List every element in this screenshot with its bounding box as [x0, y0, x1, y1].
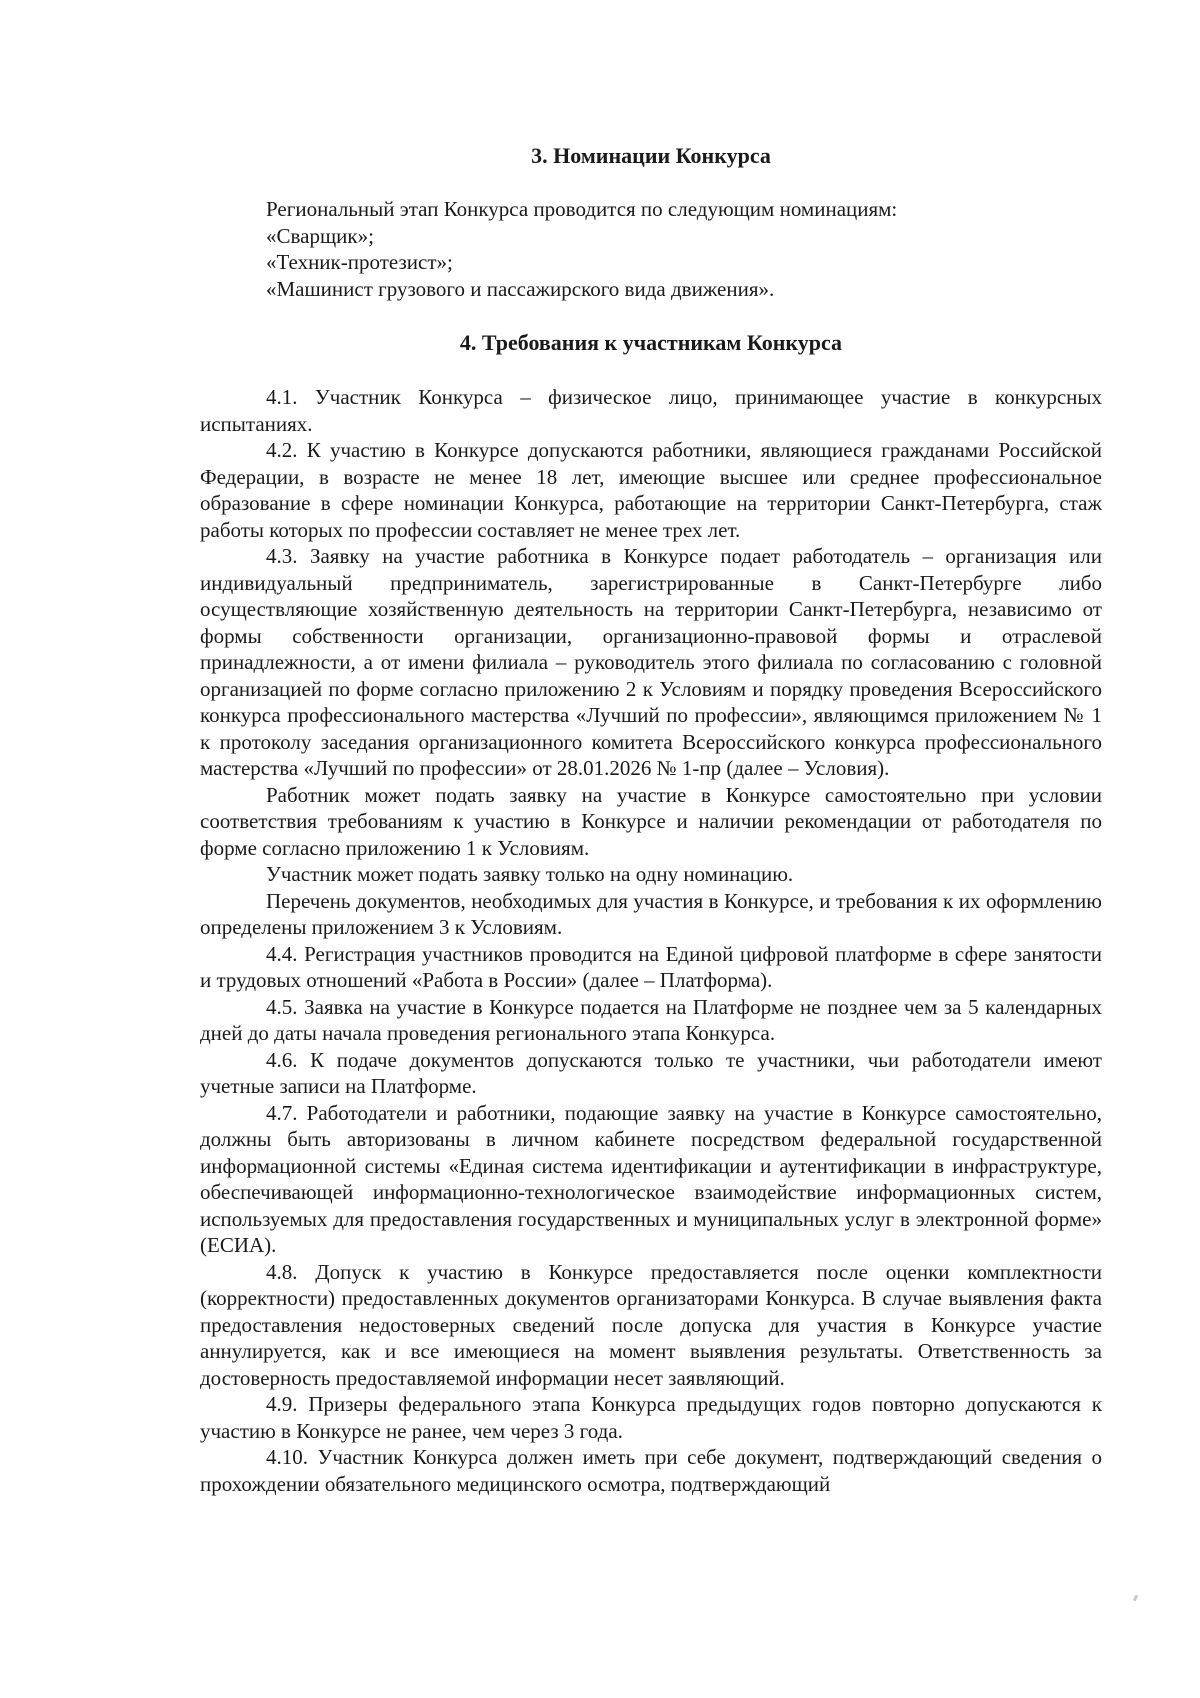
- nominations-list: [266, 196, 1106, 302]
- section-4-body: [200, 384, 1102, 1497]
- paragraph-4-5: 4.5. Заявка на участие в Конкурсе подается на Платформе не позднее чем за 5 календарных дней до даты начала проведения регионального этапа Конкурса.: [200, 994, 1102, 1045]
- nomination-item: «Сварщик»;: [266, 223, 374, 248]
- paragraph-4-2: 4.2. К участию в Конкурсе допускаются работники, являющиеся гражданами Российской Федерации, в возрасте не менее 18 лет, имеющие высшее или среднее профессиональное образование в сфере номинации Конкурса, работающие на территории Санкт-Петербурга, стаж работы которых по профессии составляет не менее трех лет.: [200, 438, 1102, 542]
- nomination-item: «Машинист грузового и пассажирского вида движения».: [266, 276, 775, 301]
- paragraph-4-10: 4.10. Участник Конкурса должен иметь при себе документ, подтверждающий сведения о прохождении обязательного медицинского осмотра, подтверждающий: [200, 1445, 1102, 1496]
- paragraph-documents-list: Перечень документов, необходимых для участия в Конкурсе, и требования к их оформлению определены приложением 3 к Условиям.: [200, 888, 1102, 939]
- paragraph-4-4: 4.4. Регистрация участников проводится на Единой цифровой платформе в сфере занятости и трудовых отношений «Работа в России» (далее – Платформа).: [200, 941, 1102, 992]
- paragraph-4-1: 4.1. Участник Конкурса – физическое лицо, принимающее участие в конкурсных испытаниях.: [200, 385, 1102, 436]
- section-3-title: 3. Номинации Конкурса: [531, 143, 771, 168]
- document-page: [200, 0, 1102, 1698]
- paragraph-4-6: 4.6. К подаче документов допускаются только те участники, чьи работодатели имеют учетные записи на Платформе.: [200, 1047, 1102, 1098]
- paragraph-4-9: 4.9. Призеры федерального этапа Конкурса предыдущих годов повторно допускаются к участию в Конкурсе не ранее, чем через 3 года.: [200, 1392, 1102, 1443]
- nomination-item: «Техник-протезист»;: [266, 250, 453, 274]
- nominations-intro: Региональный этап Конкурса проводится по следующим номинациям:: [266, 197, 898, 221]
- paragraph-one-nomination: Участник может подать заявку только на одну номинацию.: [266, 862, 794, 886]
- paragraph-4-3: 4.3. Заявку на участие работника в Конкурсе подает работодатель – организация или индивидуальный предприниматель, зарегистрированные в Санкт-Петербурге либо осуществляющие хозяйственную деятельность на территории Санкт-Петербурга, независимо от формы собственности организации, организационно-правовой формы и отраслевой принадлежности, а от имени филиала – руководитель этого филиала по согласованию с головной организацией по форме согласно приложению 2 к Условиям и порядку проведения Всероссийского конкурса профессионального мастерства «Лучший по профессии», являющимся приложением № 1 к протоколу заседания организационного комитета Всероссийского конкурса профессионального мастерства «Лучший по профессии» от 28.01.2026 № 1-пр (далее – Условия).: [200, 544, 1102, 780]
- scan-speck: [1133, 1595, 1138, 1602]
- paragraph-employee-self-application: Работник может подать заявку на участие в Конкурсе самостоятельно при условии соответствия требованиям к участию в Конкурсе и наличии рекомендации от работодателя по форме согласно приложению 1 к Условиям.: [200, 782, 1102, 860]
- paragraph-4-8: 4.8. Допуск к участию в Конкурсе предоставляется после оценки комплектности (корректности) предоставленных документов организаторами Конкурса. В случае выявления факта предоставления недостоверных сведений после допуска для участия в Конкурсе участие аннулируется, как и все имеющиеся на момент выявления результаты. Ответственность за достоверность предоставляемой информации несет заявляющий.: [200, 1259, 1102, 1390]
- section-4-title: 4. Требования к участникам Конкурса: [459, 330, 843, 355]
- paragraph-4-7: 4.7. Работодатели и работники, подающие заявку на участие в Конкурсе самостоятельно, должны быть авторизованы в личном кабинете посредством федеральной государственной информационной системы «Единая система идентификации и аутентификации в инфраструктуре, обеспечивающей информационно-технологическое взаимодействие информационных систем, используемых для предоставления государственных и муниципальных услуг в электронной форме» (ЕСИА).: [200, 1100, 1102, 1257]
